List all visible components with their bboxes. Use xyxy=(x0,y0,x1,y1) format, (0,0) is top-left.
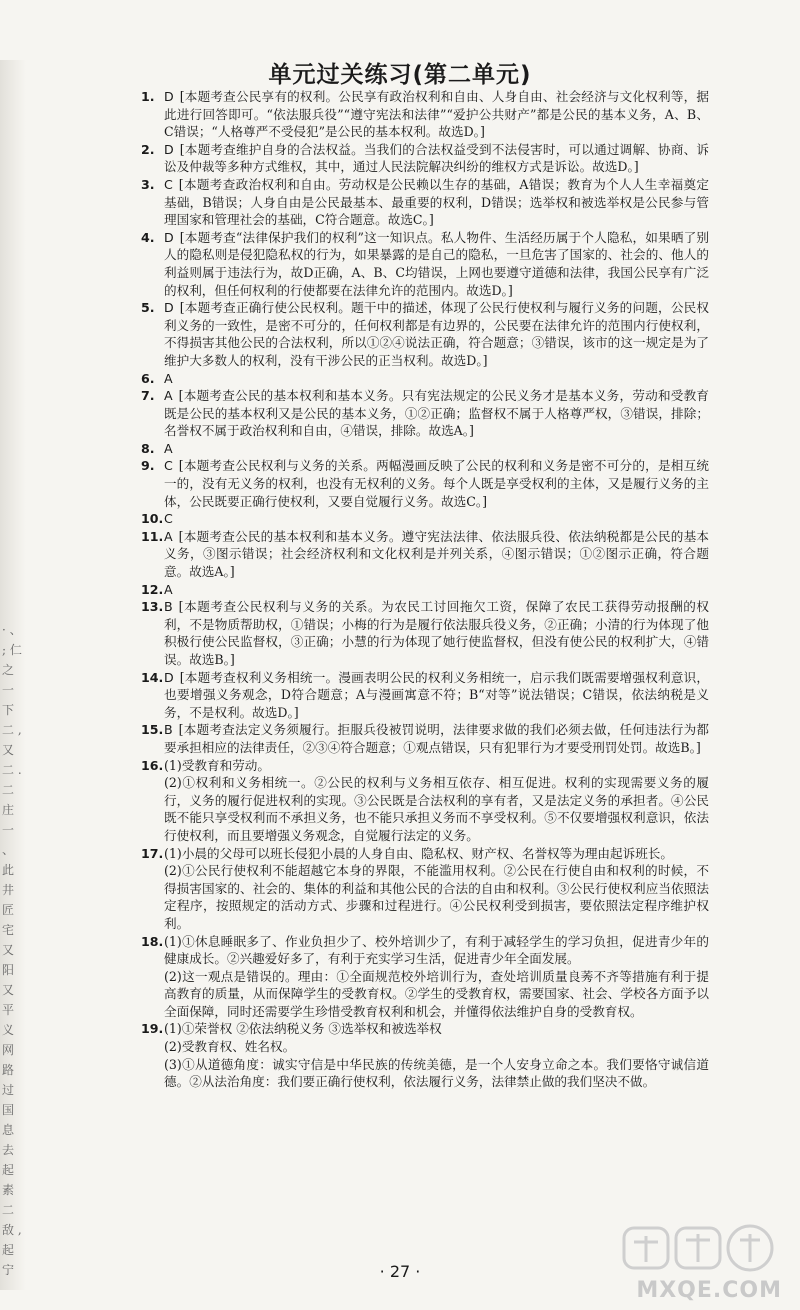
answer-item xyxy=(141,669,709,722)
explanation-text: (1)①休息睡眠多了、作业负担少了、校外培训少了，有利于减轻学生的学习负担，促进青少年的健康成长。②兴趣爱好多了，有利于充实学习生活，促进青少年全面发展。 xyxy=(164,933,709,967)
answer-body xyxy=(164,845,709,933)
answer-choice: B xyxy=(164,722,173,738)
answer-item xyxy=(141,387,709,440)
answer-paragraph xyxy=(164,845,709,863)
answer-choice: D xyxy=(164,229,174,245)
answer-choice: D xyxy=(164,669,174,685)
explanation-text: (2)①权利和义务相统一。②公民的权利与义务相互依存、相互促进。权利的实现需要义务的履行，义务的履行促进权利的实现。③公民既是合法权利的享有者，又是法定义务的承担者。④公民既不能只享受权利而不承担义务，也不能只承担义务而不享受权利。⑤不仅要增强权利意识，依法行使权利，而且要增强义务观念，自觉履行法定的义务。 xyxy=(164,775,709,843)
answer-choice: C xyxy=(164,176,173,192)
answer-item xyxy=(141,598,709,668)
answer-item xyxy=(141,88,709,141)
explanation-text: [本题考查权利义务相统一。漫画表明公民的权利义务相统一，启示我们既需要增强权利意识，也要增强义务观念，D符合题意；A与漫画寓意不符；B“对等”说法错误；C错误，依法纳税是义务，不是权利。故选D。] xyxy=(164,669,709,720)
question-number: 7. xyxy=(141,388,155,404)
question-number: 5. xyxy=(141,300,155,316)
answer-paragraph xyxy=(164,1020,709,1038)
explanation-text: (2)受教育权、姓名权。 xyxy=(164,1039,296,1055)
binding-shadow xyxy=(0,60,26,1290)
answer-choice: D xyxy=(164,89,174,104)
answer-choice: A xyxy=(164,370,173,386)
answer-body xyxy=(164,176,709,229)
explanation-text: [本题考查政治权利和自由。劳动权是公民赖以生存的基础，A错误；教育为个人人生幸福奠定基础，B错误；人身自由是公民最基本、最重要的权利，D错误；选举权和被选举权是公民参与管理国家和管理社会的基础，C符合题意。故选C。] xyxy=(164,176,709,228)
answer-body xyxy=(164,141,709,176)
question-number: 18. xyxy=(141,933,164,949)
answer-paragraph xyxy=(164,721,709,756)
answer-item xyxy=(141,1020,709,1090)
answer-paragraph xyxy=(164,581,709,599)
answer-list xyxy=(141,88,709,1091)
question-number: 12. xyxy=(141,581,164,597)
answer-body xyxy=(164,721,709,756)
answer-body xyxy=(164,387,709,440)
answer-body xyxy=(164,370,709,388)
answer-body xyxy=(164,510,709,528)
answer-item xyxy=(141,141,709,176)
answer-choice: C xyxy=(164,458,173,474)
answer-paragraph xyxy=(164,457,709,510)
answer-choice: B xyxy=(164,599,173,615)
answer-paragraph xyxy=(164,370,709,388)
question-number: 9. xyxy=(141,458,155,474)
explanation-text: [本题考查维护自身的合法权益。当我们的合法权益受到不法侵害时，可以通过调解、协商、诉讼及仲裁等多种方式维权，其中，通过人民法院解决纠纷的维权方式是诉讼。故选D。] xyxy=(164,141,709,175)
explanation-text: [本题考查公民权利与义务的关系。为农民工讨回拖欠工资，保障了农民工获得劳动报酬的权利，不是物质帮助权，①错误；小梅的行为是履行依法服兵役义务，②正确；小清的行为体现了他积极行使公民监督权，③正确；小慧的行为体现了她行使监督权，但没有使公民的权利扩大，④错误。故选B。] xyxy=(164,599,709,667)
page-number: · 27 · xyxy=(379,1262,421,1281)
answer-paragraph xyxy=(164,176,709,229)
answer-paragraph xyxy=(164,1056,709,1091)
answer-body xyxy=(164,933,709,1021)
answer-item xyxy=(141,581,709,599)
answer-choice: D xyxy=(164,300,174,316)
answer-item xyxy=(141,440,709,458)
answer-paragraph xyxy=(164,387,709,440)
answer-paragraph xyxy=(164,968,709,1021)
question-number: 14. xyxy=(141,669,164,685)
question-number: 15. xyxy=(141,722,164,738)
answer-body xyxy=(164,528,709,581)
answer-body xyxy=(164,598,709,668)
page-title: 单元过关练习(第二单元) xyxy=(268,62,532,88)
explanation-text: [本题考查公民的基本权利和基本义务。遵守宪法法律、依法服兵役、依法纳税都是公民的基本义务，③图示错误；社会经济权利和文化权利是并列关系，④图示错误；①②图示正确，符合题意。故选A。] xyxy=(164,528,709,580)
answer-item xyxy=(141,457,709,510)
explanation-text: (1)①荣誉权 ②依法纳税义务 ③选举权和被选举权 xyxy=(164,1021,442,1037)
answer-paragraph xyxy=(164,862,709,932)
answer-body xyxy=(164,229,709,299)
answer-item xyxy=(141,370,709,388)
question-number: 4. xyxy=(141,229,155,245)
answer-paragraph xyxy=(164,774,709,844)
answer-paragraph xyxy=(164,229,709,299)
explanation-text: [本题考查正确行使公民权利。题干中的描述，体现了公民行使权利与履行义务的问题，公民权利义务的一致性，是密不可分的，任何权利都是有边界的，公民要在法律允许的范围内行使权利，不得损害其他公民的合法权利，所以①②④说法正确，符合题意；③错误，该市的这一规定是为了维护大多数人的权利，没有干涉公民的正当权利。故选D。] xyxy=(164,300,709,368)
answer-paragraph xyxy=(164,299,709,369)
question-number: 13. xyxy=(141,599,164,615)
question-number: 10. xyxy=(141,511,164,527)
question-number: 11. xyxy=(141,528,164,544)
answer-paragraph xyxy=(164,757,709,775)
explanation-text: [本题考查公民权利与义务的关系。两幅漫画反映了公民的权利和义务是密不可分的，是相互统一的，没有无义务的权利，也没有无权利的义务。每个人既是享受权利的主体，又是履行义务的主体，公民既要正确行使权利，又要自觉履行义务。故选C。] xyxy=(164,458,709,509)
answer-paragraph xyxy=(164,669,709,722)
answer-body xyxy=(164,669,709,722)
question-number: 6. xyxy=(141,370,155,386)
explanation-text: [本题考查公民享有的权利。公民享有政治权利和自由、人身自由、社会经济与文化权利等，据此进行回答即可。“依法服兵役”“遵守宪法和法律”“爱护公共财产”都是公民的基本义务，A、B、C错误；“人格尊严不受侵犯”是公民的基本权利。故选D。] xyxy=(164,89,709,140)
question-number: 16. xyxy=(141,757,164,773)
question-number: 1. xyxy=(141,89,155,104)
explanation-text: (1)小晨的父母可以班长侵犯小晨的人身自由、隐私权、财产权、名誉权等为理由起诉班长。 xyxy=(164,845,673,861)
question-number: 2. xyxy=(141,141,155,157)
answer-item xyxy=(141,299,709,369)
answer-paragraph xyxy=(164,933,709,968)
answer-choice: A xyxy=(164,528,173,544)
answer-body xyxy=(164,1020,709,1090)
answer-item xyxy=(141,510,709,528)
answer-item xyxy=(141,229,709,299)
margin-bleed-text: · 、 ; 仁 之 一 下 二 , 又 二 . 二 庄 一 、 此 井 匠 宅 又 阳 又 平 义 网 路 过 国 息 去 起 素 二 敌 , 起 宁 xyxy=(2,623,22,1277)
question-number: 8. xyxy=(141,440,155,456)
explanation-text: [本题考查公民的基本权利和基本义务。只有宪法规定的公民义务才是基本义务，劳动和受教育既是公民的基本权利又是公民的基本义务，①②正确；监督权不属于人格尊严权，③错误，排除；名誉权不属于政治权利和自由，④错误，排除。故选A。] xyxy=(164,388,709,439)
explanation-text: [本题考查法定义务须履行。拒服兵役被罚说明，法律要求做的我们必须去做，任何违法行为都要承担相应的法律责任，②③④符合题意；①观点错误，只有犯罪行为才要受刑罚处罚。故选B。] xyxy=(164,722,709,755)
explanation-text: (2)①公民行使权利不能超越它本身的界限，不能滥用权利。②公民在行使自由和权利的时候，不得损害国家的、社会的、集体的利益和其他公民的合法的自由和权利。③公民行使权利应当依照法定程序，按照规定的活动方式、步骤和过程进行。④公民权利受到损害，要依照法定程序维护权利。 xyxy=(164,863,709,931)
answer-item xyxy=(141,933,709,1021)
watermark-url: MXQE.COM xyxy=(636,1278,782,1303)
answer-choice: A xyxy=(164,440,173,456)
answer-choice: C xyxy=(164,511,173,527)
answer-paragraph xyxy=(164,141,709,176)
answer-item xyxy=(141,176,709,229)
answer-item xyxy=(141,721,709,756)
answer-paragraph xyxy=(164,528,709,581)
explanation-text: (3)①从道德角度：诚实守信是中华民族的传统美德，是一个人安身立命之本。我们要恪守诚信道德。②从法治角度：我们要正确行使权利，依法履行义务，法律禁止做的我们坚决不做。 xyxy=(164,1056,709,1090)
answer-item xyxy=(141,757,709,845)
question-number: 17. xyxy=(141,845,164,861)
answer-choice: D xyxy=(164,141,174,157)
answer-item xyxy=(141,528,709,581)
answer-paragraph xyxy=(164,510,709,528)
answer-choice: A xyxy=(164,388,173,404)
explanation-text: (1)受教育和劳动。 xyxy=(164,757,270,773)
answer-item xyxy=(141,845,709,933)
question-number: 3. xyxy=(141,176,155,192)
answer-body xyxy=(164,440,709,458)
explanation-text: [本题考查“法律保护我们的权利”这一知识点。私人物件、生活经历属于个人隐私，如果晒了别人的隐私则是侵犯隐私权的行为，如果暴露的是自己的隐私，一旦危害了国家的、社会的、他人的利益则属于违法行为，故D正确，A、B、C均错误，上网也要遵守道德和法律，我国公民享有广泛的权利，但任何权利的行使都要在法律允许的范围内。故选D。] xyxy=(164,229,709,298)
answer-body xyxy=(164,88,709,141)
answer-paragraph xyxy=(164,440,709,458)
answer-body xyxy=(164,299,709,369)
answer-choice: A xyxy=(164,581,173,597)
answer-body xyxy=(164,757,709,845)
answer-paragraph xyxy=(164,598,709,668)
answer-body xyxy=(164,457,709,510)
question-number: 19. xyxy=(141,1021,164,1037)
explanation-text: (2)这一观点是错误的。理由：①全面规范校外培训行为，查处培训质量良莠不齐等措施有利于提高教育的质量，从而保障学生的受教育权。②学生的受教育权，需要国家、社会、学校各方面予以全面保障，同时还需要学生珍惜受教育权利和机会，并懂得依法维护自身的受教育权。 xyxy=(164,968,709,1019)
answer-body xyxy=(164,581,709,599)
answer-paragraph xyxy=(164,1038,709,1056)
answer-paragraph xyxy=(164,88,709,141)
